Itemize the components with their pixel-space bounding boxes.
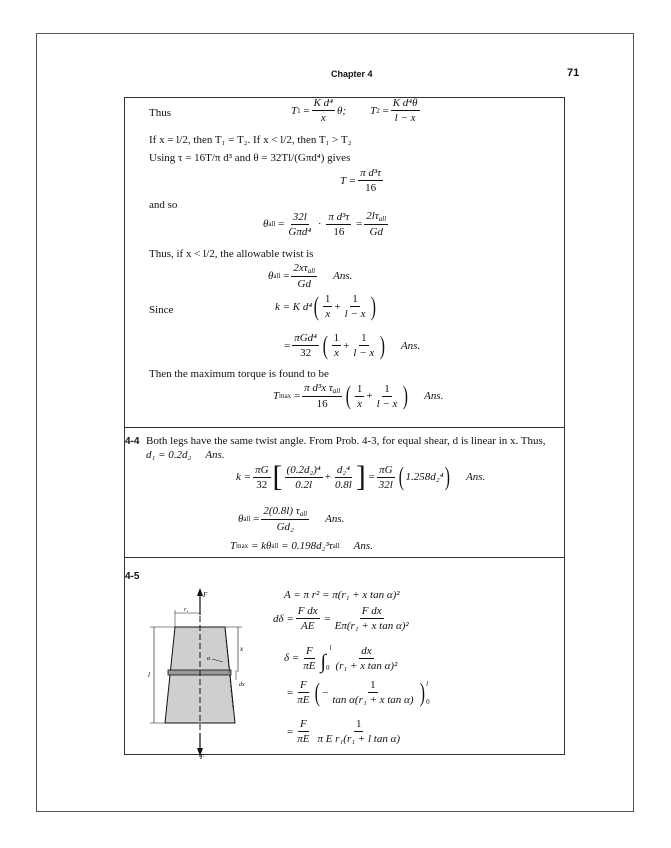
eq-k: k = K d⁴ ( $\frac{1}{x}$ + $\frac{1}{l - x}$ ) [275, 291, 377, 321]
eq-area: A = π r² = π(r₁ + x tan α)² [284, 589, 400, 601]
fig-label-r1: r₁ [184, 607, 189, 613]
page-number: 71 [567, 67, 580, 79]
fig-label-alpha: α [207, 656, 211, 662]
eq-delta-final: = $\frac{F}{\pi E}$ $\frac{1}{\text{π E r₁(r₁ + l tan α)}}$ [287, 718, 401, 745]
eq-k-44: k = $\frac{\pi G}{32}$ [ $\frac{\text{(0.2d₂)⁴}}{0.2l}$ + $\frac{\text{d₂⁴}}{0.8l}$ ] = $\frac{\pi G}{32l}$ ( 1.258d₂⁴ ) Ans. [236, 460, 486, 493]
eq-t1-t2: T 1 = $\frac{\text{K d⁴}}{x}$ θ; T 2 = $\frac{\text{K d⁴θ}}{l - x}$ [291, 97, 418, 124]
line-max: Then the maximum torque is found to be [149, 368, 329, 380]
fig-label-x: x [240, 645, 244, 653]
line-allowable: Thus, if x < l/2, the allowable twist is [149, 248, 314, 260]
eq-T: T = $\frac{\text{π d³τ}}{16}$ [340, 167, 382, 194]
and-so: and so [149, 199, 178, 211]
fig-label-l: l [148, 671, 150, 679]
eq-k2: = $\frac{\text{πGd⁴}}{32}$ ( $\frac{1}{x}$ + $\frac{1}{l - x}$ ) Ans. [284, 330, 421, 360]
eq-tmax: T max = $\frac{\pi d^3x \tau_{all}}{16}$ ( $\frac{1}{x}$ + $\frac{1}{l - x}$ ) Ans. [273, 381, 444, 410]
eq-tmax-44: T max = kθ all = 0.198d₂³τ all Ans. [230, 540, 373, 552]
fig-label-f-top: F [203, 591, 208, 599]
line-using: Using τ = 16T/π d³ and θ = 32Tl/(Gπd⁴) gives [149, 152, 351, 164]
eq-theta-44: θ all = $\frac{2(0.8l) \tau_{all}}{\text{Gd₂}}$ Ans. [238, 505, 345, 533]
problem-label-4-5: 4-5 [125, 571, 140, 582]
problem-label-4-4: 4-4 [125, 436, 140, 447]
fig-label-f-bottom: F [200, 753, 205, 760]
eq-delta: δ = $\frac{F}{\pi E}$ l ∫ 0 $\frac{dx}{\text{(r₁ + x tan α)²}}$ [284, 644, 398, 673]
line-if: If x = l/2, then T₁ = T₂. If x < l/2, then T₁ > T₂ [149, 134, 352, 146]
since-label: Since [149, 304, 174, 316]
eq-delta-step2: = $\frac{F}{\pi E}$ ( − $\frac{1}{\text{tan α(r₁ + x tan α)}}$ ) l 0 [287, 677, 430, 707]
eq-d-delta: dδ = $\frac{\text{F dx}}{AE}$ = $\frac{\text{F dx}}{\text{Eπ(r₁ + x tan α)²}}$ [273, 605, 409, 632]
eq-theta-all: θ all = $\frac{32l}{\text{Gπd⁴}}$ · $\frac{\text{π d³τ}}{16}$ = $\frac{2l\tau_{all}}{Gd}$ [263, 210, 387, 238]
chapter-header: Chapter 4 [331, 69, 373, 79]
p44-text1: Both legs have the same twist angle. From Prob. 4-3, for equal shear, d is linear in x. Thus, [146, 435, 546, 447]
eq-theta-allowable: θ all = $\frac{2x\tau_{all}}{Gd}$ Ans. [268, 262, 353, 290]
p44-text2: d₁ = 0.2d₂ Ans. [146, 449, 225, 461]
tapered-rod-figure [140, 585, 260, 760]
integral-sign: ∫ [320, 651, 327, 673]
thus-label: Thus [149, 107, 171, 119]
fig-label-dx: dx [239, 682, 245, 688]
